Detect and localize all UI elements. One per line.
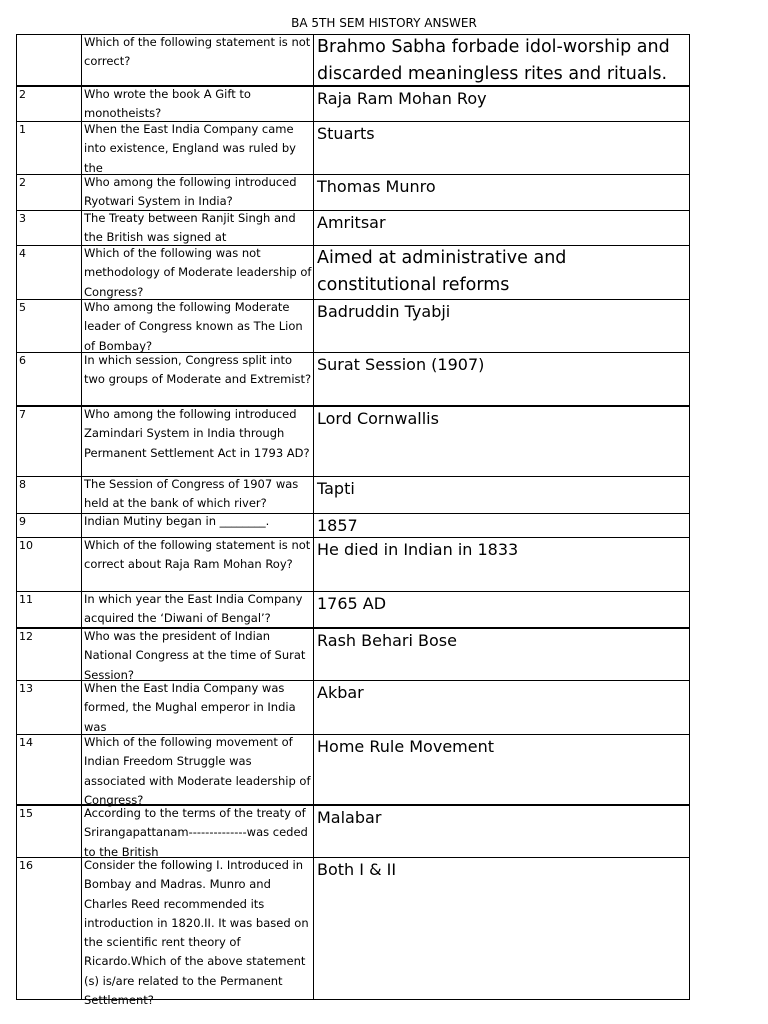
question-cell: Who was the president of Indian National Congress at the time of Surat Session?: [81, 629, 314, 680]
table-row: [17, 476, 689, 513]
table-row: [17, 174, 689, 210]
answer-cell: Brahmo Sabha forbade idol-worship and discarded meaningless rites and rituals.: [317, 37, 670, 84]
table-row: [17, 804, 689, 857]
table-row: [17, 299, 689, 352]
table-row: [17, 34, 689, 85]
row-number: 6: [19, 354, 26, 367]
row-number: 8: [19, 478, 26, 491]
row-number: 2: [19, 88, 26, 101]
question-cell: Who wrote the book A Gift to monotheists?: [81, 87, 314, 121]
question-cell: Which of the following statement is not correct?: [81, 35, 314, 85]
table-row: [17, 513, 689, 537]
row-number: 15: [19, 807, 33, 820]
question-cell: Which of the following movement of Indian Freedom Struggle was associated with Moderate leadership of Congress?: [81, 735, 314, 804]
question-cell: Consider the following I. Introduced in Bombay and Madras. Munro and Charles Reed recommended its introduction in 1820.II. It was based on the scientific rent theory of Ricardo.Which of the above statement (s) is/are related to the Permanent Settlement?: [81, 858, 314, 999]
answer-cell: 1765 AD: [317, 594, 387, 613]
question-cell: In which session, Congress split into two groups of Moderate and Extremist?: [81, 353, 314, 405]
question-cell: According to the terms of the treaty of Srirangapattanam--------------was ceded to the British: [81, 806, 314, 857]
answer-cell: 1857: [317, 516, 358, 535]
row-number: [17, 35, 81, 85]
table-row: [17, 85, 689, 121]
question-cell: Which of the following was not methodology of Moderate leadership of Congress?: [81, 246, 314, 299]
question-cell: When the East India Company was formed, the Mughal emperor in India was: [81, 681, 314, 734]
question-cell: Who among the following introduced Ryotwari System in India?: [81, 175, 314, 210]
question-cell: In which year the East India Company acquired the ‘Diwani of Bengal’?: [81, 592, 314, 627]
answer-cell: Surat Session (1907): [317, 355, 485, 374]
table-row: [17, 537, 689, 591]
question-cell: Who among the following Moderate leader of Congress known as The Lion of Bombay?: [81, 300, 314, 352]
answer-cell: Rash Behari Bose: [317, 631, 457, 650]
answer-cell: He died in Indian in 1833: [317, 540, 519, 559]
question-cell: Which of the following statement is not correct about Raja Ram Mohan Roy?: [81, 538, 314, 591]
answer-cell: Akbar: [317, 683, 364, 702]
row-number: 1: [19, 123, 26, 136]
answer-cell: Stuarts: [317, 124, 375, 143]
row-number: 5: [19, 301, 26, 314]
question-cell: Indian Mutiny began in ________.: [81, 514, 314, 537]
answer-cell: Badruddin Tyabji: [317, 302, 451, 321]
row-number: 4: [19, 247, 26, 260]
row-number: 7: [19, 408, 26, 421]
table-row: [17, 245, 689, 299]
table-row: [17, 680, 689, 734]
row-number: 10: [19, 539, 33, 552]
row-number: 14: [19, 736, 33, 749]
answer-cell: Thomas Munro: [317, 177, 436, 196]
table-row: [17, 121, 689, 174]
question-cell: When the East India Company came into existence, England was ruled by the: [81, 122, 314, 174]
table-row: [17, 857, 689, 1008]
row-number: 9: [19, 515, 26, 528]
document-title: BA 5TH SEM HISTORY ANSWER: [291, 16, 477, 30]
table-row: [17, 210, 689, 245]
row-number: 13: [19, 682, 33, 695]
answer-cell: Amritsar: [317, 213, 386, 232]
table-row: [17, 352, 689, 405]
row-number: 16: [19, 859, 33, 872]
question-cell: Who among the following introduced Zamindari System in India through Permanent Settlement Act in 1793 AD?: [81, 407, 314, 476]
table-row: [17, 591, 689, 627]
question-cell: The Session of Congress of 1907 was held at the bank of which river?: [81, 477, 314, 513]
row-number: 2: [19, 176, 26, 189]
row-number: 12: [19, 630, 33, 643]
answer-cell: Both I & II: [317, 860, 397, 879]
answer-cell: Home Rule Movement: [317, 737, 494, 756]
answer-cell: Tapti: [317, 479, 355, 498]
table-row: [17, 734, 689, 807]
question-cell: The Treaty between Ranjit Singh and the British was signed at: [81, 211, 314, 245]
table-row: [17, 405, 689, 476]
row-number: 3: [19, 212, 26, 225]
table-row: [17, 627, 689, 680]
answer-cell: Malabar: [317, 808, 382, 827]
row-number: 11: [19, 593, 33, 606]
answer-table: [16, 34, 690, 1008]
answer-cell: Raja Ram Mohan Roy: [317, 89, 487, 108]
answer-cell: Lord Cornwallis: [317, 409, 439, 428]
answer-cell: Aimed at administrative and constitutional reforms: [317, 248, 567, 295]
